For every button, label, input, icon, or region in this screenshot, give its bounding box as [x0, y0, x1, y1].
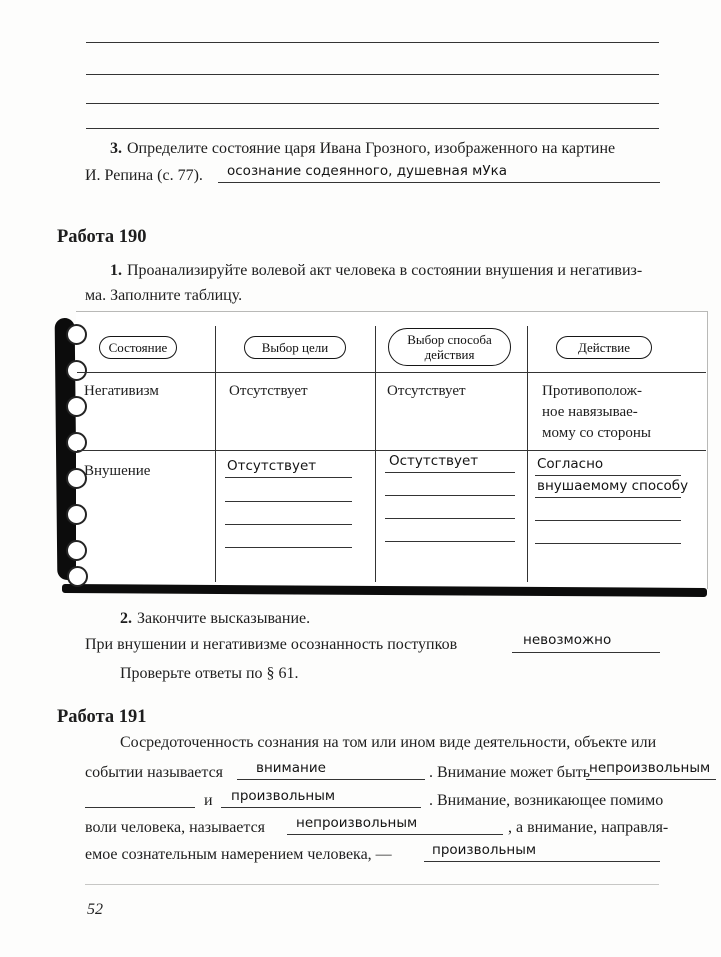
table-header-action: Действие	[556, 336, 652, 359]
work191-answer4: непроизвольным	[296, 815, 418, 831]
work191-line1: Сосредоточенность сознания на том или ином виде деятельности, объекте или	[120, 734, 657, 751]
task3-number: 3.	[110, 140, 122, 157]
ruled-line	[86, 42, 659, 43]
task2-text: При внушении и негативизме осознанность поступков	[85, 636, 458, 653]
table-header-state: Состояние	[99, 336, 177, 359]
ruled-line	[86, 74, 659, 75]
cell-suggestion-action-answer-line1: Согласно	[537, 456, 604, 472]
ruled-line	[86, 128, 659, 129]
cell-suggestion-method-answer: Остутствует	[389, 453, 479, 469]
work191-line4-text1: воли человека, называется	[85, 819, 266, 836]
answer-line	[535, 497, 681, 498]
spiral-notch	[66, 504, 87, 525]
spiral-notch	[66, 360, 87, 381]
work191-line4-text2: , а внимание, направля-	[508, 819, 669, 836]
cell-suggestion-state: Внушение	[84, 463, 151, 479]
table-row-divider	[77, 372, 706, 373]
cell-suggestion-action-answer-line2: внушаемому способу	[537, 478, 689, 494]
blank-line	[237, 779, 425, 780]
work191-line3-text2: . Внимание, возникающее помимо	[429, 792, 664, 809]
cell-negativism-state: Негативизм	[84, 383, 159, 399]
cell-negativism-action-line3: мому со стороны	[542, 425, 651, 441]
task2-answer-line	[512, 652, 660, 653]
cell-suggestion-goal-answer: Отсутствует	[227, 458, 317, 474]
work191-line5-text1: емое сознательным намерением человека, —	[85, 846, 392, 863]
check-note: Проверьте ответы по § 61.	[120, 665, 299, 682]
cell-negativism-goal: Отсутствует	[229, 383, 308, 399]
answer-line	[385, 518, 515, 519]
answer-line	[225, 524, 352, 525]
blank-line	[586, 779, 716, 780]
cell-negativism-action-line2: ное навязывае-	[542, 404, 638, 420]
table-column-divider	[527, 326, 528, 582]
page-number: 52	[87, 901, 103, 918]
task2-title: Закончите высказывание.	[137, 610, 311, 627]
answer-line	[535, 475, 681, 476]
cell-negativism-method: Отсутствует	[387, 383, 466, 399]
spiral-notch	[66, 540, 87, 561]
task3-answer-line	[218, 182, 660, 183]
answer-line	[385, 495, 515, 496]
task2-answer: невозможно	[523, 632, 612, 648]
work191-answer5: произвольным	[432, 842, 537, 858]
answer-line	[225, 501, 352, 502]
table-column-divider	[375, 326, 376, 582]
ruled-line	[86, 103, 659, 104]
table-header-method: Выбор способа действия	[388, 328, 511, 366]
answer-line	[225, 477, 352, 478]
work191-title: Работа 191	[57, 707, 147, 727]
work191-answer2: непроизвольным	[589, 760, 711, 776]
blank-line	[424, 861, 660, 862]
spiral-notch	[66, 324, 87, 345]
task3-text-line2: И. Репина (с. 77).	[85, 167, 203, 184]
task1-number: 1.	[110, 262, 122, 279]
blank-line	[85, 807, 195, 808]
task1-text-line2: ма. Заполните таблицу.	[85, 287, 243, 304]
work191-line2-text1: событии называется	[85, 764, 224, 781]
blank-line	[221, 807, 421, 808]
answer-line	[535, 543, 681, 544]
task1-text-line1: Проанализируйте волевой акт человека в состоянии внушения и негативиз-	[127, 262, 643, 279]
spiral-notch	[67, 566, 88, 587]
work191-answer3: произвольным	[231, 788, 336, 804]
table-row-divider	[77, 450, 706, 451]
work190-title: Работа 190	[57, 227, 147, 247]
answer-line	[535, 520, 681, 521]
blank-line	[287, 834, 503, 835]
task3-answer: осознание содеянного, душевная мУка	[227, 163, 507, 179]
work191-line3-text1: и	[204, 792, 213, 809]
work191-answer1: внимание	[256, 760, 326, 776]
task2-number: 2.	[120, 610, 132, 627]
table-header-goal: Выбор цели	[244, 336, 346, 359]
task3-text-line1: Определите состояние царя Ивана Грозного, изображенного на картине	[127, 140, 616, 157]
footer-rule	[85, 884, 659, 885]
answer-line	[225, 547, 352, 548]
table-column-divider	[215, 326, 216, 582]
cell-negativism-action-line1: Противополож-	[542, 383, 642, 399]
answer-line	[385, 541, 515, 542]
answer-line	[385, 472, 515, 473]
work191-line2-text2: . Внимание может быть	[429, 764, 590, 781]
